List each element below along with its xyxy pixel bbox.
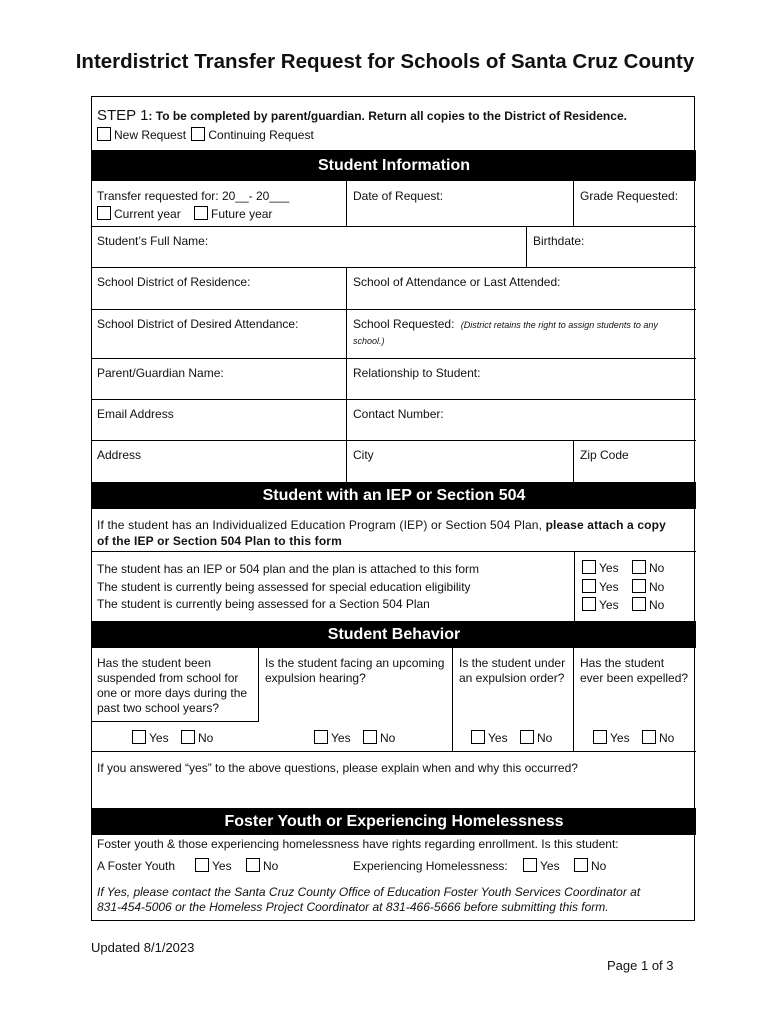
- foster-youth-label: A Foster Youth: [97, 859, 176, 873]
- divider: [574, 551, 575, 621]
- updated-date: Updated 8/1/2023: [91, 940, 195, 955]
- no-label: No: [649, 579, 665, 594]
- school-requested-field[interactable]: [353, 317, 691, 349]
- behavior-question-order: Is the student under an expulsion order?: [459, 656, 566, 685]
- yes-label: Yes: [610, 731, 630, 745]
- order-no-checkbox[interactable]: [520, 730, 534, 744]
- homeless-row: [353, 858, 606, 874]
- iep-q3-no-checkbox[interactable]: [632, 597, 646, 611]
- iep-intro-text: If the student has an Individualized Education Program (IEP) or Section 504 Plan,: [97, 518, 546, 532]
- divider: [346, 399, 347, 440]
- order-yes-checkbox[interactable]: [471, 730, 485, 744]
- foster-note-line-2: 831-454-5006 or the Homeless Project Coordinator at 831-466-5666 before submitting this form.: [97, 900, 609, 914]
- new-request-checkbox[interactable]: [97, 127, 111, 141]
- suspended-answers: [132, 730, 213, 746]
- iep-question-3: The student is currently being assessed for a Section 504 Plan: [97, 597, 430, 611]
- suspended-yes-checkbox[interactable]: [132, 730, 146, 744]
- foster-note-line-1: If Yes, please contact the Santa Cruz County Office of Education Foster Youth Services Coordinator at: [97, 885, 641, 899]
- iep-question-2: The student is currently being assessed for special education eligibility: [97, 579, 471, 594]
- transfer-form: [91, 96, 695, 921]
- page-number: Page 1 of 3: [607, 958, 674, 973]
- transfer-year-options: [97, 206, 272, 222]
- student-full-name-field[interactable]: Student’s Full Name:: [97, 234, 209, 248]
- student-info-header: Student Information: [92, 150, 696, 181]
- yes-label: Yes: [599, 579, 619, 594]
- current-year-label: Current year: [114, 207, 181, 221]
- divider: [346, 181, 347, 226]
- divider: [92, 309, 696, 310]
- no-label: No: [659, 731, 675, 745]
- address-field[interactable]: Address: [97, 448, 142, 462]
- current-year-checkbox[interactable]: [97, 206, 111, 220]
- continuing-request-checkbox[interactable]: [191, 127, 205, 141]
- behavior-header: Student Behavior: [92, 621, 696, 648]
- city-field[interactable]: City: [353, 448, 374, 462]
- behavior-question-expelled: Has the student ever been expelled?: [580, 656, 689, 685]
- divider: [92, 358, 696, 359]
- school-attendance-field[interactable]: School of Attendance or Last Attended:: [353, 275, 561, 289]
- divider: [346, 358, 347, 399]
- hearing-yes-checkbox[interactable]: [314, 730, 328, 744]
- hearing-no-checkbox[interactable]: [363, 730, 377, 744]
- yes-label: Yes: [540, 859, 560, 873]
- iep-intro-bold-a: please attach a copy: [545, 518, 666, 532]
- iep-q3-yes-checkbox[interactable]: [582, 597, 596, 611]
- continuing-request-label: Continuing Request: [208, 128, 314, 142]
- iep-q2-no-checkbox[interactable]: [632, 579, 646, 593]
- iep-q2-yes-checkbox[interactable]: [582, 579, 596, 593]
- divider: [92, 551, 696, 552]
- divider: [573, 181, 574, 226]
- date-of-request-field[interactable]: Date of Request:: [353, 189, 444, 203]
- divider: [92, 751, 696, 752]
- divider: [346, 267, 347, 309]
- foster-header: Foster Youth or Experiencing Homelessness: [92, 808, 696, 835]
- divider: [346, 440, 347, 482]
- no-label: No: [380, 731, 396, 745]
- yes-label: Yes: [331, 731, 351, 745]
- no-label: No: [263, 859, 279, 873]
- district-residence-field[interactable]: School District of Residence:: [97, 275, 251, 289]
- yes-label: Yes: [149, 731, 169, 745]
- relationship-field[interactable]: Relationship to Student:: [353, 366, 481, 380]
- expelled-yes-checkbox[interactable]: [593, 730, 607, 744]
- divider: [258, 648, 259, 721]
- no-label: No: [591, 859, 607, 873]
- iep-intro-bold-b: of the IEP or Section 504 Plan to this form: [97, 534, 342, 548]
- iep-answers: [582, 559, 664, 615]
- email-field[interactable]: Email Address: [97, 407, 174, 421]
- homeless-no-checkbox[interactable]: [574, 858, 588, 872]
- iep-q1-yes-checkbox[interactable]: [582, 560, 596, 574]
- no-label: No: [649, 598, 665, 612]
- no-label: No: [537, 731, 553, 745]
- homeless-yes-checkbox[interactable]: [523, 858, 537, 872]
- divider: [92, 226, 696, 227]
- behavior-question-suspended: Has the student been suspended from school for one or more days during the past two school years?: [97, 656, 248, 715]
- future-year-checkbox[interactable]: [194, 206, 208, 220]
- homeless-label: Experiencing Homelessness:: [353, 859, 508, 873]
- request-type-options: [97, 127, 314, 143]
- expelled-no-checkbox[interactable]: [642, 730, 656, 744]
- contact-number-field[interactable]: Contact Number:: [353, 407, 444, 421]
- birthdate-field[interactable]: Birthdate:: [533, 234, 585, 248]
- grade-requested-field[interactable]: Grade Requested:: [580, 189, 679, 203]
- divider: [92, 721, 259, 722]
- transfer-year-label: Transfer requested for: 20__- 20___: [97, 189, 290, 203]
- future-year-label: Future year: [211, 207, 273, 221]
- hearing-answers: [314, 730, 395, 746]
- step1-text: : To be completed by parent/guardian. Return all copies to the District of Residence.: [148, 109, 627, 123]
- iep-intro: [97, 517, 692, 549]
- foster-intro: Foster youth & those experiencing homelessness have rights regarding enrollment. Is this student:: [97, 837, 619, 851]
- foster-yes-checkbox[interactable]: [195, 858, 209, 872]
- divider: [346, 309, 347, 358]
- school-requested-note: (District retains the right to assign students to any school.): [353, 320, 658, 346]
- divider: [92, 440, 696, 441]
- iep-q1-no-checkbox[interactable]: [632, 560, 646, 574]
- step1-instructions: [97, 107, 627, 124]
- foster-no-checkbox[interactable]: [246, 858, 260, 872]
- foster-youth-row: [97, 858, 278, 874]
- school-requested-label: School Requested:: [353, 317, 455, 331]
- iep-header: Student with an IEP or Section 504: [92, 482, 696, 509]
- divider: [573, 440, 574, 482]
- step1-label: STEP 1: [97, 107, 149, 124]
- divider: [526, 226, 527, 267]
- iep-question-1: The student has an IEP or 504 plan and the plan is attached to this form: [97, 562, 480, 576]
- zip-code-field[interactable]: Zip Code: [580, 448, 629, 462]
- order-answers: [471, 730, 552, 746]
- iep-questions: [97, 561, 479, 614]
- suspended-no-checkbox[interactable]: [181, 730, 195, 744]
- yes-label: Yes: [599, 598, 619, 612]
- new-request-label: New Request: [114, 128, 187, 142]
- district-desired-field[interactable]: School District of Desired Attendance:: [97, 317, 299, 331]
- yes-label: Yes: [488, 731, 508, 745]
- yes-label: Yes: [599, 561, 619, 575]
- no-label: No: [198, 731, 214, 745]
- page-title: Interdistrict Transfer Request for Schools of Santa Cruz County: [75, 50, 695, 73]
- no-label: No: [649, 561, 665, 575]
- divider: [452, 648, 453, 751]
- expelled-answers: [593, 730, 674, 746]
- divider: [573, 648, 574, 751]
- parent-name-field[interactable]: Parent/Guardian Name:: [97, 366, 224, 380]
- yes-label: Yes: [212, 859, 232, 873]
- foster-contact-note: [97, 885, 640, 915]
- divider: [92, 267, 696, 268]
- divider: [92, 399, 696, 400]
- behavior-explanation-field[interactable]: If you answered “yes” to the above questions, please explain when and why this occurred?: [97, 761, 578, 775]
- behavior-question-hearing: Is the student facing an upcoming expulsion hearing?: [265, 656, 445, 685]
